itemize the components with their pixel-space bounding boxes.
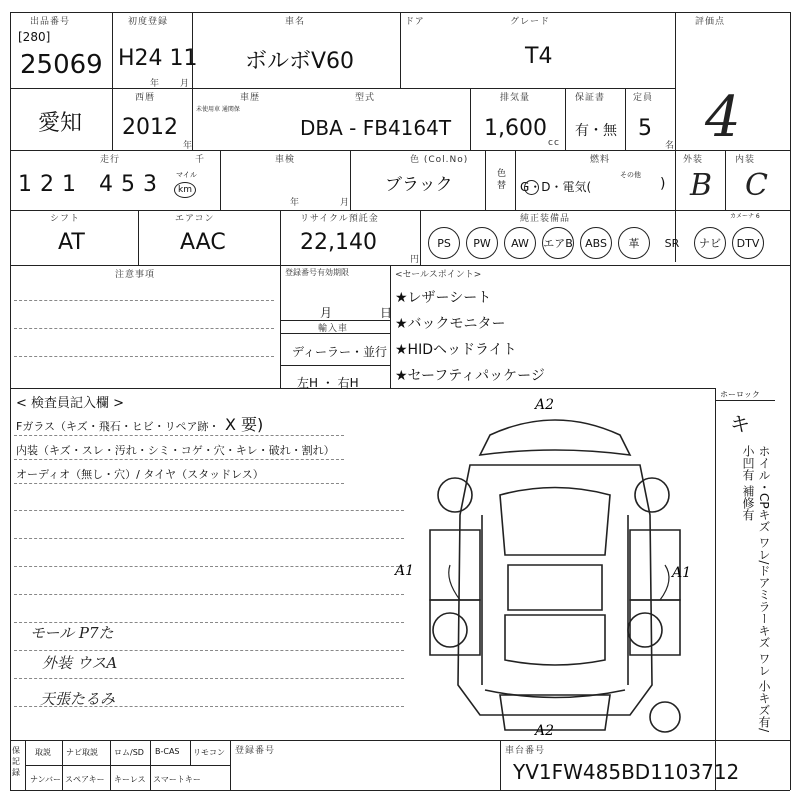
car-name-value: ボルボV60: [245, 49, 355, 74]
capacity-unit: 名: [665, 141, 676, 151]
import-dealer: ディーラー・並行: [292, 345, 388, 359]
fuel-options: G・D・電気(: [520, 180, 592, 194]
history-sub: 未使用車 通関保: [196, 106, 240, 113]
mileage-mile: マイル: [176, 171, 197, 179]
exterior-label: 外装: [683, 155, 704, 165]
car-name-label: 車名: [285, 17, 306, 27]
side-condition-text: ホイル・CPキズ ワレ/ドアミラーキズ ワレ 小キズ有/小凹有 補修有: [741, 445, 771, 733]
bottom-label-nav-manual: ナビ取説: [66, 748, 98, 757]
warranty-label: 保証書: [575, 93, 606, 103]
capacity-value: 5: [638, 116, 652, 141]
inspector-line-audio: オーディオ（無し・穴）/ タイヤ（スタッドレス）: [16, 468, 264, 481]
bottom-label-rom: ロム/SD: [114, 748, 144, 757]
first-reg-month-unit: 月: [180, 79, 191, 89]
year-label: 西暦: [135, 93, 156, 103]
inspection-month: 月: [340, 198, 351, 208]
fuel-label: 燃料: [590, 155, 611, 165]
year-value: 2012: [122, 115, 178, 140]
mileage-prefix: 千: [195, 155, 206, 165]
equipment-badge: DTV: [732, 227, 764, 259]
reg-expiry-label: 登録番号有効期限: [285, 268, 349, 277]
mark-front: A2: [535, 397, 555, 413]
color-change: 色替: [497, 169, 507, 191]
sales-point-4: ★セーフティパッケージ: [395, 368, 545, 384]
equipment-badge: AW: [504, 227, 536, 259]
color-value: ブラック: [385, 175, 453, 195]
mileage-label: 走行: [100, 155, 121, 165]
inspector-line-interior: 内装（キズ・スレ・汚れ・シミ・コゲ・穴・キレ・破れ・割れ）: [16, 444, 335, 457]
mark-left: A1: [395, 563, 415, 579]
notes-label: 注意事項: [115, 270, 156, 280]
equipment-badge: PS: [428, 227, 460, 259]
vin-label: 車台番号: [505, 746, 546, 756]
displacement-value: 1,600: [484, 116, 547, 141]
inspection-year: 年: [290, 198, 301, 208]
equipment-badge: SR: [664, 236, 680, 250]
model-label: 型式: [355, 93, 376, 103]
aircon-value: AAC: [180, 230, 226, 255]
inspector-line-fglass: Fガラス（キズ・飛石・ヒビ・リペア跡・: [16, 420, 220, 433]
interior-label: 内装: [735, 155, 756, 165]
sales-points-label: <セールスポイント>: [395, 270, 482, 280]
displacement-label: 排気量: [500, 93, 531, 103]
mileage-digits: 121 453: [18, 172, 165, 197]
key-value: キ: [730, 412, 750, 436]
import-label: 輸入車: [318, 324, 349, 334]
reg-expiry-month: 月: [320, 306, 333, 320]
warranty-value: 有・無: [575, 123, 617, 139]
interior-grade: C: [745, 168, 768, 203]
fuel-g-circle: [524, 180, 539, 195]
equipment-extra: カメーナ 6: [730, 213, 760, 220]
bottom-label-spare-key: スペアキー: [65, 775, 105, 784]
recycle-label: リサイクル預託金: [300, 214, 379, 224]
handwritten-note-3: 天張たるみ: [40, 690, 116, 708]
fuel-close: ): [660, 176, 666, 192]
bottom-label-smart-key: スマートキー: [153, 775, 201, 784]
door-label: ドア: [405, 17, 425, 27]
bottom-label-manual: 取説: [35, 748, 51, 757]
bottom-label-remote: リモコン: [193, 748, 225, 757]
handwritten-note-2: 外装 ウスA: [42, 654, 118, 672]
score-label: 評価点: [695, 17, 726, 27]
aircon-label: エアコン: [175, 214, 215, 224]
mark-right: A1: [672, 565, 692, 581]
recycle-value: 22,140: [300, 230, 377, 255]
capacity-label: 定員: [633, 93, 654, 103]
bottom-label-keyless: キーレス: [114, 775, 146, 784]
fglass-mark: X 要): [225, 415, 264, 434]
grade-value: T4: [525, 44, 553, 69]
import-steer: 左H ・ 右H: [297, 376, 359, 390]
model-value: DBA - FB4164T: [300, 116, 452, 140]
lot-label: 出品番号: [30, 17, 71, 27]
shift-value: AT: [58, 230, 85, 255]
shift-label: シフト: [50, 214, 81, 224]
bottom-label-plate: ナンバー: [30, 775, 62, 784]
year-unit: 年: [183, 141, 194, 151]
mark-rear: A2: [535, 723, 555, 739]
reg-expiry-day: 日: [380, 306, 393, 320]
color-label: 色 (Col.No): [410, 155, 469, 165]
equipment-badge: ABS: [580, 227, 612, 259]
car-damage-diagram: [390, 395, 715, 740]
bottom-corner: 保 記 録: [12, 746, 20, 777]
sales-point-2: ★バックモニター: [395, 316, 506, 332]
inspector-label: < 検査員記入欄 >: [16, 396, 125, 411]
equipment-badge: PW: [466, 227, 498, 259]
score-value: 4: [705, 85, 741, 150]
region-value: 愛知: [38, 111, 83, 136]
bottom-label-bcas: B-CAS: [155, 747, 180, 756]
first-reg-year-unit: 年: [150, 79, 161, 89]
sales-point-1: ★レザーシート: [395, 290, 492, 306]
equipment-label: 純正装備品: [520, 214, 571, 224]
exterior-grade: B: [690, 168, 713, 203]
first-reg-value: H24 11: [118, 46, 198, 71]
vin-value: YV1FW485BD1103712: [513, 760, 740, 784]
recycle-unit: 円: [410, 255, 421, 265]
sales-point-3: ★HIDヘッドライト: [395, 342, 517, 358]
equipment-badge: 革: [618, 227, 650, 259]
key-label: ホーロック: [720, 390, 760, 399]
lot-code: [280]: [18, 30, 51, 44]
equipment-badge: ナビ: [694, 227, 726, 259]
grade-label: グレード: [510, 17, 551, 27]
first-reg-label: 初度登録: [128, 17, 169, 27]
handwritten-note-1: モール P7た: [30, 624, 114, 642]
lot-number: 25069: [20, 50, 103, 80]
reg-no-label: 登録番号: [235, 746, 276, 756]
inspection-label: 車検: [275, 155, 296, 165]
fuel-other: その他: [620, 171, 641, 179]
mileage-km-circle: km: [174, 182, 196, 198]
history-label: 車歴: [240, 93, 261, 103]
displacement-unit: cc: [548, 138, 560, 148]
equipment-badge: エアB: [542, 227, 574, 259]
